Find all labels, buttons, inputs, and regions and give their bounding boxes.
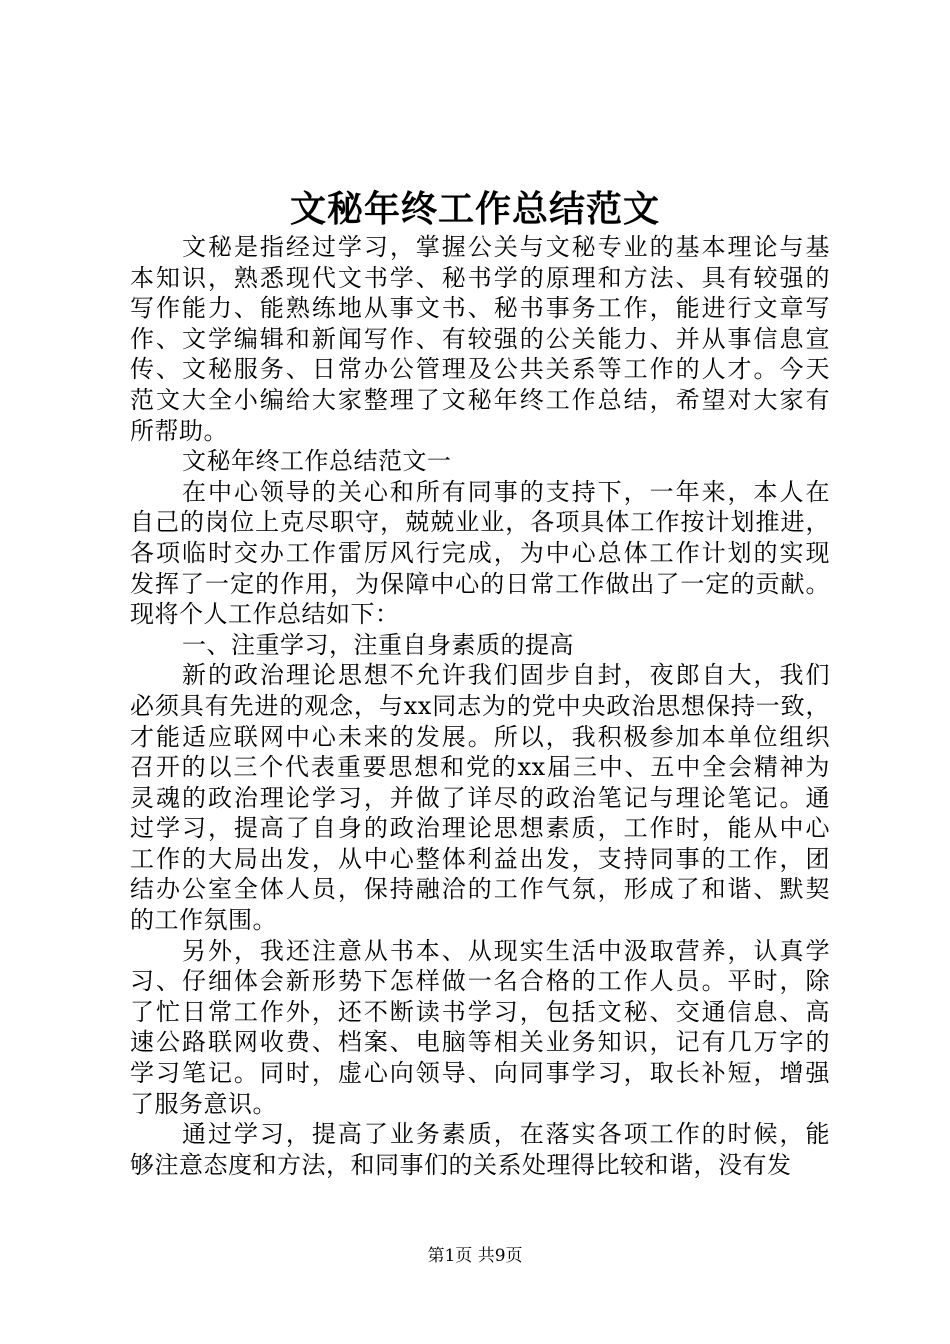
paragraph-line: 速公路联网收费、档案、电脑等相关业务知识，记有几万字的 [130,1028,830,1057]
paragraph-line: 召开的以三个代表重要思想和党的xx届三中、五中全会精神为 [130,753,830,782]
document-title: 文秘年终工作总结范文 [289,188,660,230]
paragraph-line: 另外，我还注意从书本、从现实生活中汲取营养，认真学 [182,936,830,965]
paragraph-line: 过学习，提高了自身的政治理论思想素质，工作时，能从中心 [130,814,830,843]
paragraph-line: 才能适应联网中心未来的发展。所以，我积极参加本单位组织 [130,722,830,751]
paragraph-line: 文秘年终工作总结范文一 [182,447,452,476]
page-footer: 第1页 共9页 [427,1246,523,1266]
paragraph-line: 工作的大局出发，从中心整体利益出发，支持同事的工作，团 [130,844,830,873]
paragraph-line: 所帮助。 [130,416,228,445]
paragraph-line: 作、文学编辑和新闻写作、有较强的公关能力、并从事信息宣 [130,324,830,353]
paragraph-line: 通过学习，提高了业务素质，在落实各项工作的时候，能 [182,1120,830,1149]
paragraph-line: 必须具有先进的观念，与xx同志为的党中央政治思想保持一致， [130,691,830,720]
paragraph-line: 一、注重学习，注重自身素质的提高 [182,630,574,659]
paragraph-line: 传、文秘服务、日常办公管理及公共关系等工作的人才。今天 [130,355,830,384]
paragraph [130,232,830,446]
paragraph-line: 结办公室全体人员，保持融洽的工作气氛，形成了和谐、默契 [130,875,830,904]
paragraph [130,630,830,661]
paragraph [130,477,830,630]
paragraph-line: 各项临时交办工作雷厉风行完成，为中心总体工作计划的实现 [130,538,830,567]
paragraph-line: 现将个人工作总结如下： [130,600,400,629]
paragraph-line: 的工作氛围。 [130,906,277,935]
paragraph-line: 发挥了一定的作用，为保障中心的日常工作做出了一定的贡献。 [130,569,830,598]
paragraph [130,936,830,1120]
paragraph-line: 写作能力、能熟练地从事文书、秘书事务工作，能进行文章写 [130,294,830,323]
paragraph-line: 了服务意识。 [130,1089,277,1118]
paragraph-line: 习、仔细体会新形势下怎样做一名合格的工作人员。平时，除 [130,967,830,996]
paragraph-line: 够注意态度和方法，和同事们的关系处理得比较和谐，没有发 [130,1150,792,1179]
paragraph [130,446,830,477]
paragraph [130,660,830,935]
paragraph-line: 新的政治理论思想不允许我们固步自封，夜郎自大，我们 [182,661,830,690]
document-body [130,232,830,1180]
paragraph [130,1119,830,1180]
paragraph-line: 自己的岗位上克尽职守，兢兢业业，各项具体工作按计划推进， [130,508,830,537]
paragraph-line: 学习笔记。同时，虚心向领导、向同事学习，取长补短，增强 [130,1059,830,1088]
paragraph-line: 本知识，熟悉现代文书学、秘书学的原理和方法、具有较强的 [130,263,830,292]
paragraph-line: 灵魂的政治理论学习，并做了详尽的政治笔记与理论笔记。通 [130,783,830,812]
paragraph-line: 文秘是指经过学习，掌握公关与文秘专业的基本理论与基 [182,233,830,261]
paragraph-line: 在中心领导的关心和所有同事的支持下，一年来，本人在 [182,477,830,506]
paragraph-line: 了忙日常工作外，还不断读书学习，包括文秘、交通信息、高 [130,997,830,1026]
paragraph-line: 范文大全小编给大家整理了文秘年终工作总结，希望对大家有 [130,385,830,414]
